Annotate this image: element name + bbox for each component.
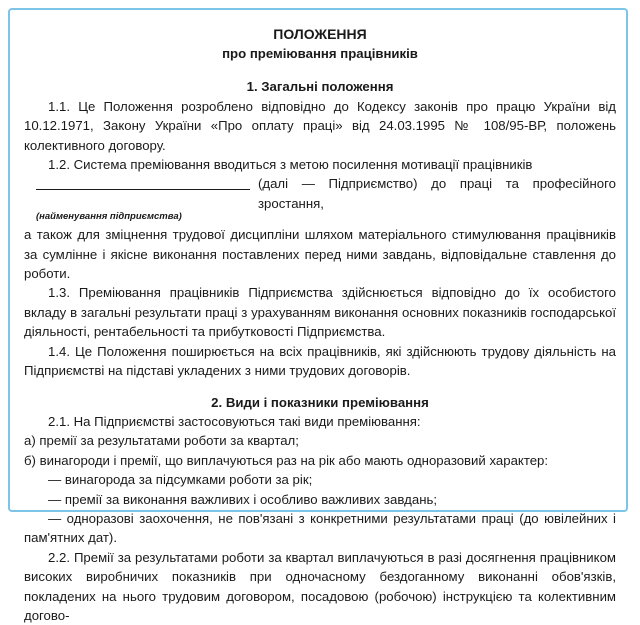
section-1-heading: 1. Загальні положення bbox=[246, 79, 394, 95]
blank-field-row bbox=[24, 174, 616, 213]
paragraph-1-4: 1.4. Це Положення поширюється на всіх працівників, які здійснюють трудову діяльність на Підприємстві на підставі укладених з ними трудових договорів. bbox=[24, 343, 616, 379]
company-name-blank-line[interactable] bbox=[36, 174, 250, 190]
paragraph-2-2: 2.2. Премії за результатами роботи за квартал виплачуються в разі досягнення працівником високих виробничих показників при одночасному бездоганному виконанні обов'язків, покладених на нього трудовим договором, посадовою (робочою) інструкцією та колективним догово- bbox=[24, 549, 616, 623]
paragraph-2-1: 2.1. На Підприємстві застосовуються такі види преміювання: bbox=[48, 413, 421, 429]
paragraph-1-2-continuation: (далі — Підприємство) до праці та професійного зростання, bbox=[258, 176, 616, 211]
paragraph-1-3: 1.3. Преміювання працівників Підприємства здійснюється відповідно до їх особистого вкладу в загальні результати праці з урахуванням виконання основних показників господарської діяльності, рентабельності та прибутковості Підприємства. bbox=[24, 285, 616, 340]
dash-item-2: — премії за виконання важливих і особливо важливих завдань; bbox=[48, 491, 438, 507]
paragraph-1-2-start: 1.2. Система преміювання вводиться з метою посилення мотивації працівників bbox=[48, 157, 533, 173]
blank-caption: (найменування підприємства) bbox=[36, 211, 182, 223]
section-2-heading: 2. Види і показники преміювання bbox=[211, 394, 429, 410]
document-body bbox=[24, 24, 616, 625]
paragraph-1-2-end: а також для зміцнення трудової дисципліни шляхом матеріального стимулювання працівників за сумлінне і якісне виконання поставлених перед ними завдань, відповідальне ставлення до роботи. bbox=[24, 227, 616, 282]
paragraph-1-1: 1.1. Це Положення розроблено відповідно до Кодексу законів про працю України від 10.12.1971, Закону України «Про оплату праці» від 24.03.1995 № 108/95-ВР, положень колективного договору. bbox=[24, 98, 616, 153]
document-subtitle: про преміювання працівників bbox=[222, 46, 418, 61]
list-item-b: б) винагороди і премії, що виплачуються раз на рік або мають одноразовий характер: bbox=[24, 452, 549, 468]
list-item-a: а) премії за результатами роботи за квартал; bbox=[24, 433, 299, 449]
dash-item-3: — одноразові заохочення, не пов'язані з конкретними результатами праці (до ювілейних і пам'ятних дат). bbox=[24, 510, 616, 546]
document-title: ПОЛОЖЕННЯ bbox=[273, 26, 367, 42]
section-spacer bbox=[24, 381, 616, 393]
document-frame bbox=[8, 8, 628, 623]
dash-item-1: — винагорода за підсумками роботи за рік; bbox=[48, 472, 313, 488]
